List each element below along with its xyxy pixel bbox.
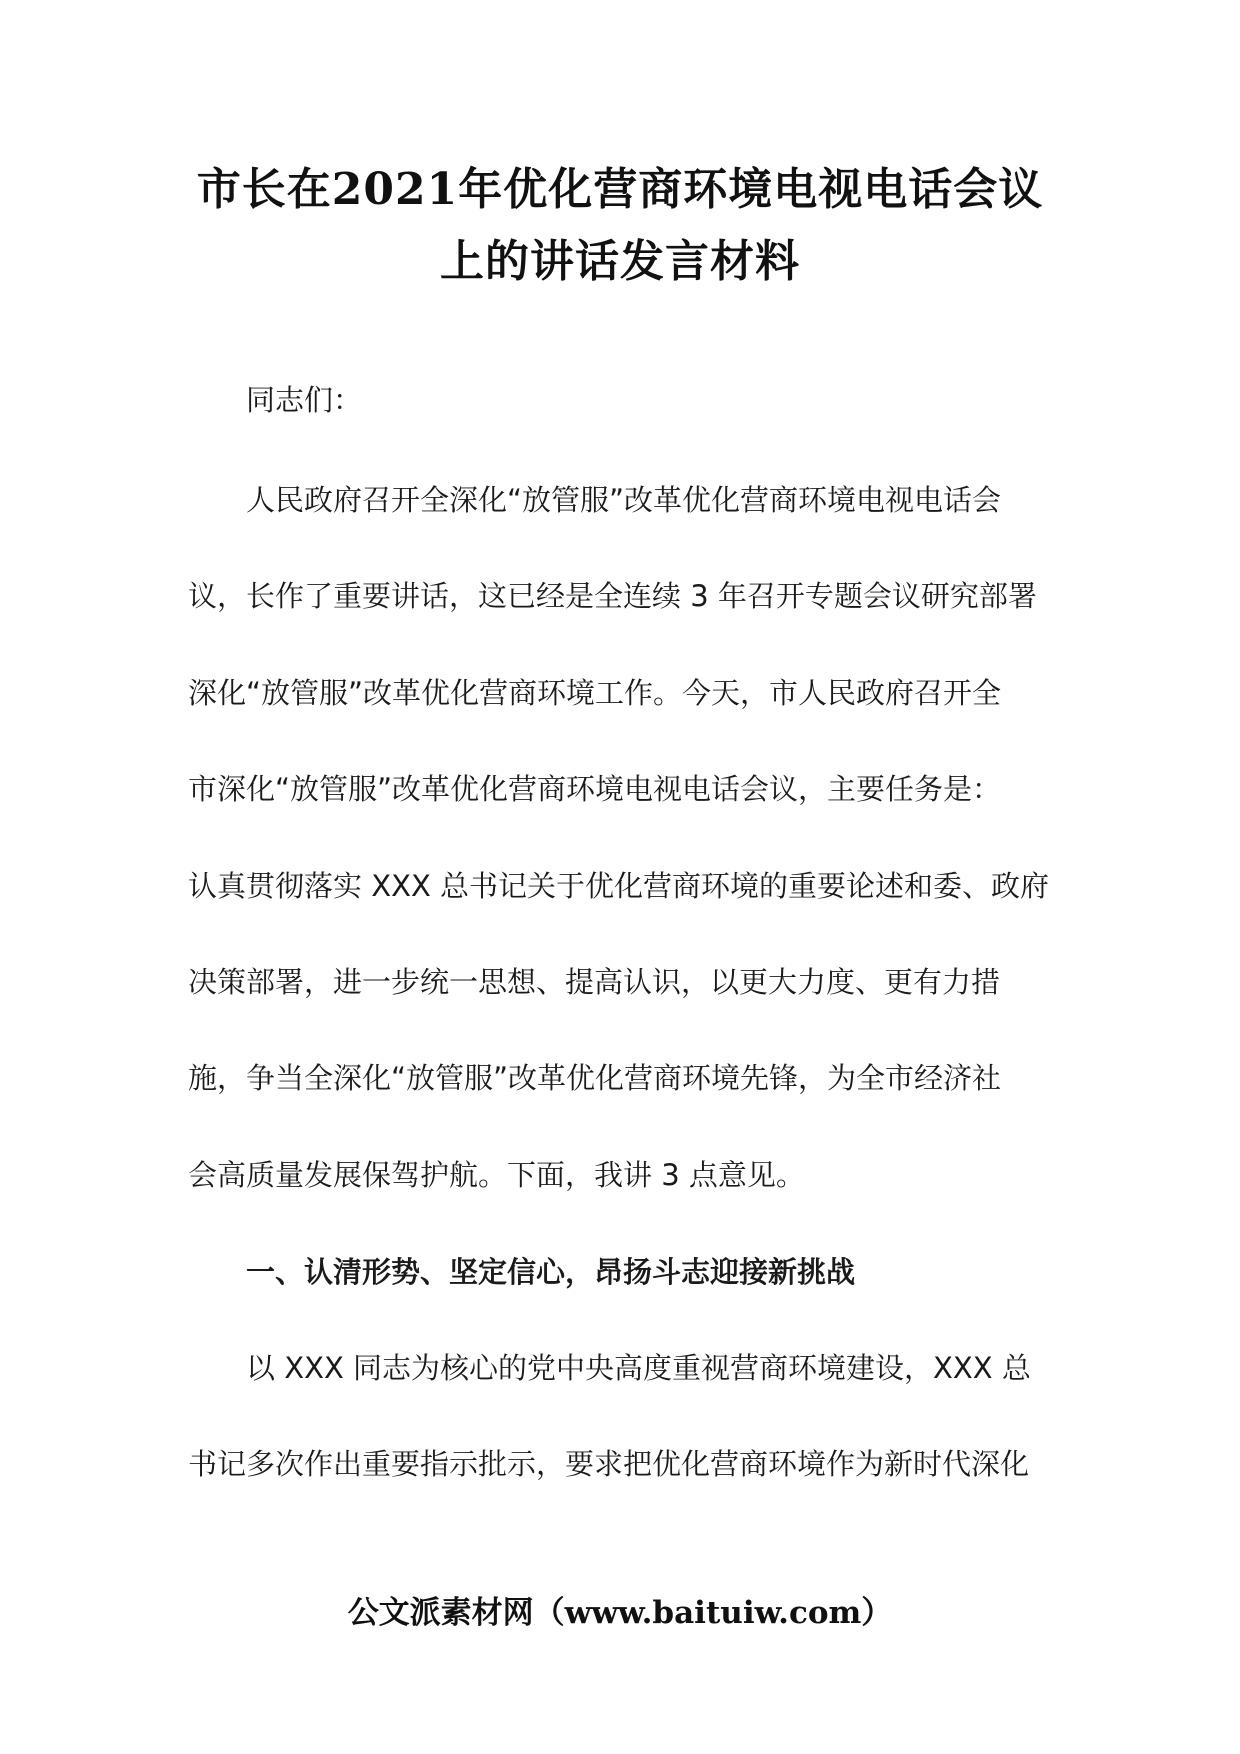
body-line: 议，长作了重要讲话，这已经是全连续 3 年召开专题会议研究部署: [188, 579, 1037, 613]
salutation: 同志们：: [246, 383, 363, 417]
document-title-line-2: 上的讲话发言材料: [440, 236, 800, 287]
body-line: 施，争当全深化“放管服”改革优化营商环境先锋，为全市经济社: [188, 1061, 1002, 1095]
footer-source: 公文派素材网（www.baituiw.com）: [347, 1595, 893, 1631]
section-heading: 一、认清形势、坚定信心，昂扬斗志迎接新挑战: [246, 1255, 856, 1289]
body-line: 认真贯彻落实 XXX 总书记关于优化营商环境的重要论述和委、政府: [188, 869, 1050, 903]
body-line: 深化“放管服”改革优化营商环境工作。今天，市人民政府召开全: [188, 676, 1002, 710]
body-line: 市深化“放管服”改革优化营商环境电视电话会议，主要任务是：: [188, 772, 1002, 806]
section-line: 书记多次作出重要指示批示，要求把优化营商环境作为新时代深化: [188, 1447, 1030, 1481]
body-line: 会高质量发展保驾护航。下面，我讲 3 点意见。: [188, 1158, 805, 1192]
body-line: 决策部署，进一步统一思想、提高认识，以更大力度、更有力措: [188, 965, 1001, 999]
section-line: 以 XXX 同志为核心的党中央高度重视营商环境建设，XXX 总: [246, 1351, 1031, 1385]
document-title-line-1: 市长在2021年优化营商环境电视电话会议: [196, 164, 1044, 215]
body-line: 人民政府召开全深化“放管服”改革优化营商环境电视电话会: [246, 483, 1002, 517]
